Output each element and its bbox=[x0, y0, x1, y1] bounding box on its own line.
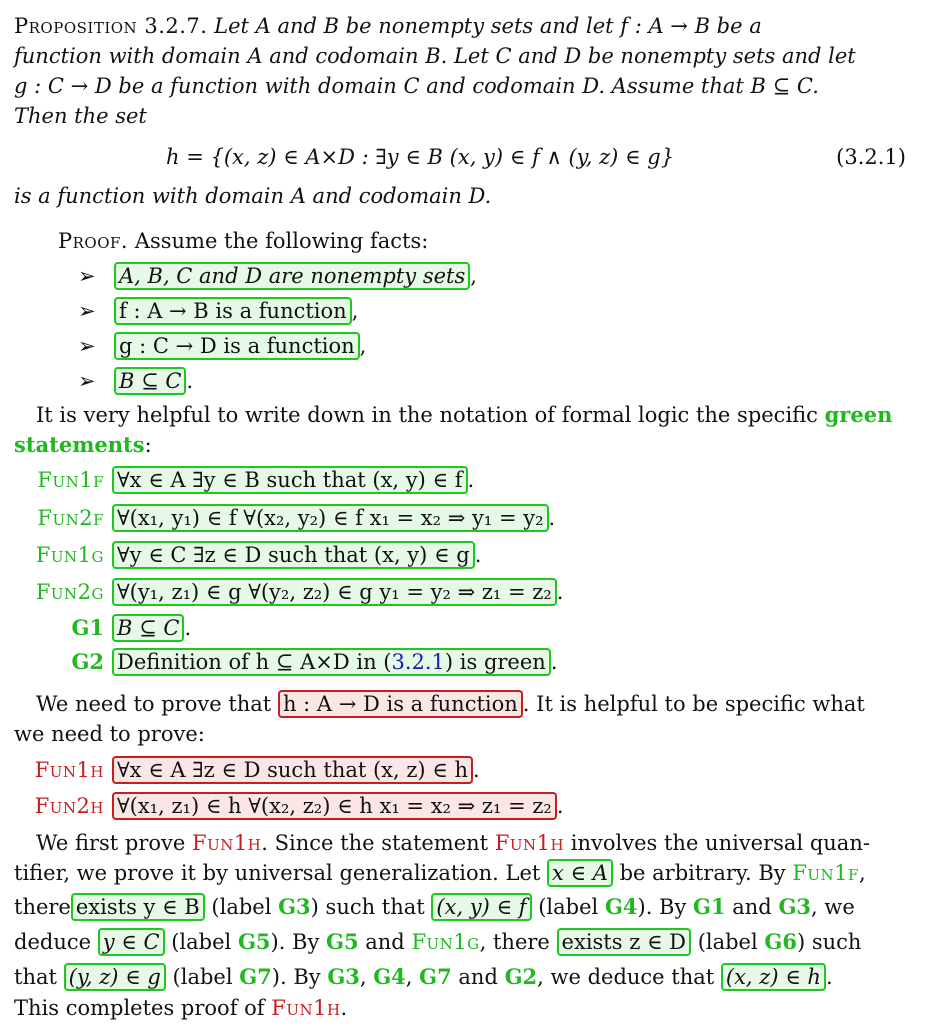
statement-label: G2 bbox=[71, 649, 104, 674]
green-keyword: green bbox=[824, 402, 893, 427]
statement-label: Fun2h bbox=[34, 794, 104, 818]
statement-g1: G1 B ⊆ C . bbox=[24, 614, 191, 642]
fact-item: ➢ g : C → D is a function , bbox=[78, 334, 367, 358]
proposition-line-4: Then the set bbox=[14, 104, 147, 128]
green-box: (x, z) ∈ h bbox=[721, 963, 826, 991]
green-box: B ⊆ C bbox=[112, 614, 184, 642]
proposition-heading: Proposition 3.2.7. bbox=[14, 14, 208, 38]
equation-reference-link[interactable]: 3.2.1 bbox=[391, 650, 445, 674]
proof-intro-text: Assume the following facts: bbox=[134, 229, 429, 253]
statement-label: Fun1h bbox=[34, 758, 104, 782]
helpful-line-1: It is very helpful to write down in the notation of formal logic the specific green bbox=[36, 402, 893, 427]
proposition-line-5: is a function with domain A and codomain D. bbox=[14, 184, 492, 208]
proposition-text: Let A and B be nonempty sets and let f : A → B be a bbox=[214, 14, 762, 38]
green-box: g : C → D is a function bbox=[114, 332, 360, 360]
statement-g2: G2 Definition of h ⊆ A×D in (3.2.1) is green . bbox=[24, 648, 558, 676]
helpful-line-2: statements: bbox=[14, 432, 152, 457]
proof-intro bbox=[58, 227, 428, 255]
proof-para-line-2: tifier, we prove it by universal generalization. Let x ∈ A be arbitrary. By Fun1f, bbox=[14, 861, 866, 885]
green-box: Definition of h ⊆ A×D in (3.2.1) is green bbox=[112, 648, 551, 676]
statement-fun2h: Fun2h ∀(x₁, z₁) ∈ h ∀(x₂, z₂) ∈ h x₁ = x₂ ⇒ z₁ = z₂ . bbox=[24, 792, 564, 820]
bullet-arrow-icon: ➢ bbox=[78, 369, 96, 393]
green-box: (x, y) ∈ f bbox=[431, 893, 531, 921]
proof-para-line-4: deduce y ∈ C (label G5). By G5 and Fun1g, there exists z ∈ D (label G6) such bbox=[14, 929, 862, 954]
green-box: A, B, C and D are nonempty sets bbox=[114, 262, 470, 290]
green-box: ∀x ∈ A ∃y ∈ B such that (x, y) ∈ f bbox=[112, 466, 468, 494]
statement-fun1f: Fun1f ∀x ∈ A ∃y ∈ B such that (x, y) ∈ f . bbox=[24, 466, 474, 494]
statement-label: Fun2f bbox=[37, 506, 104, 530]
fact-item: ➢ f : A → B is a function , bbox=[78, 299, 359, 323]
proof-para-line-3: there exists y ∈ B (label G3) such that (x, y) ∈ f (label G4). By G1 and G3, we bbox=[14, 894, 855, 919]
fact-item: ➢ B ⊆ C . bbox=[78, 369, 194, 393]
green-box: x ∈ A bbox=[547, 859, 613, 887]
proposition-line-3: g : C → D be a function with domain C and codomain D. Assume that B ⊆ C. bbox=[14, 74, 819, 98]
green-box: B ⊆ C bbox=[114, 367, 186, 395]
green-box: ∀(x₁, y₁) ∈ f ∀(x₂, y₂) ∈ f x₁ = x₂ ⇒ y₁ = y₂ bbox=[112, 504, 549, 532]
fact-item: ➢ A, B, C and D are nonempty sets , bbox=[78, 264, 477, 288]
equation-3-2-1: h = {(x, z) ∈ A×D : ∃y ∈ B (x, y) ∈ f ∧ (y, z) ∈ g} bbox=[166, 145, 675, 169]
statement-label: Fun2g bbox=[35, 580, 104, 604]
red-box: h : A → D is a function bbox=[278, 690, 523, 718]
green-box: y ∈ C bbox=[98, 928, 165, 956]
equation-number: (3.2.1) bbox=[836, 145, 906, 169]
green-box: (y, z) ∈ g bbox=[64, 963, 166, 991]
proof-para-line-1: We first prove Fun1h. Since the statement Fun1h involves the universal quan- bbox=[36, 831, 870, 855]
proposition-line-2: function with domain A and codomain B. Let C and D be nonempty sets and let bbox=[14, 44, 856, 68]
need-line-1: We need to prove that h : A → D is a function . It is helpful to be specific what bbox=[36, 692, 865, 716]
statement-fun1g: Fun1g ∀y ∈ C ∃z ∈ D such that (x, y) ∈ g . bbox=[24, 541, 481, 569]
need-line-2: we need to prove: bbox=[14, 722, 205, 746]
green-box: ∀(y₁, z₁) ∈ g ∀(y₂, z₂) ∈ g y₁ = y₂ ⇒ z₁ = z₂ bbox=[112, 578, 557, 606]
proof-para-line-5: that (y, z) ∈ g (label G7). By G3, G4, G7 and G2, we deduce that (x, z) ∈ h . bbox=[14, 964, 833, 989]
green-keyword: statements bbox=[14, 432, 145, 457]
statement-label: Fun1f bbox=[37, 468, 104, 492]
statement-fun2g: Fun2g ∀(y₁, z₁) ∈ g ∀(y₂, z₂) ∈ g y₁ = y₂ ⇒ z₁ = z₂ . bbox=[24, 578, 563, 606]
statement-label: G1 bbox=[71, 615, 104, 640]
statement-fun2f: Fun2f ∀(x₁, y₁) ∈ f ∀(x₂, y₂) ∈ f x₁ = x₂ ⇒ y₁ = y₂ . bbox=[24, 504, 555, 532]
red-box: ∀(x₁, z₁) ∈ h ∀(x₂, z₂) ∈ h x₁ = x₂ ⇒ z₁ = z₂ bbox=[112, 792, 557, 820]
bullet-arrow-icon: ➢ bbox=[78, 264, 96, 288]
proof-para-line-6: This completes proof of Fun1h. bbox=[14, 996, 348, 1020]
statement-fun1h: Fun1h ∀x ∈ A ∃z ∈ D such that (x, z) ∈ h . bbox=[24, 756, 480, 784]
red-box: ∀x ∈ A ∃z ∈ D such that (x, z) ∈ h bbox=[112, 756, 473, 784]
green-box: f : A → B is a function bbox=[114, 297, 352, 325]
green-box: ∀y ∈ C ∃z ∈ D such that (x, y) ∈ g bbox=[112, 541, 475, 569]
green-box: exists y ∈ B bbox=[71, 893, 205, 921]
green-box: exists z ∈ D bbox=[557, 928, 691, 956]
statement-label: Fun1g bbox=[35, 543, 104, 567]
proof-heading: Proof. bbox=[58, 229, 129, 253]
proposition-line-1 bbox=[14, 12, 762, 40]
bullet-arrow-icon: ➢ bbox=[78, 299, 96, 323]
bullet-arrow-icon: ➢ bbox=[78, 334, 96, 358]
